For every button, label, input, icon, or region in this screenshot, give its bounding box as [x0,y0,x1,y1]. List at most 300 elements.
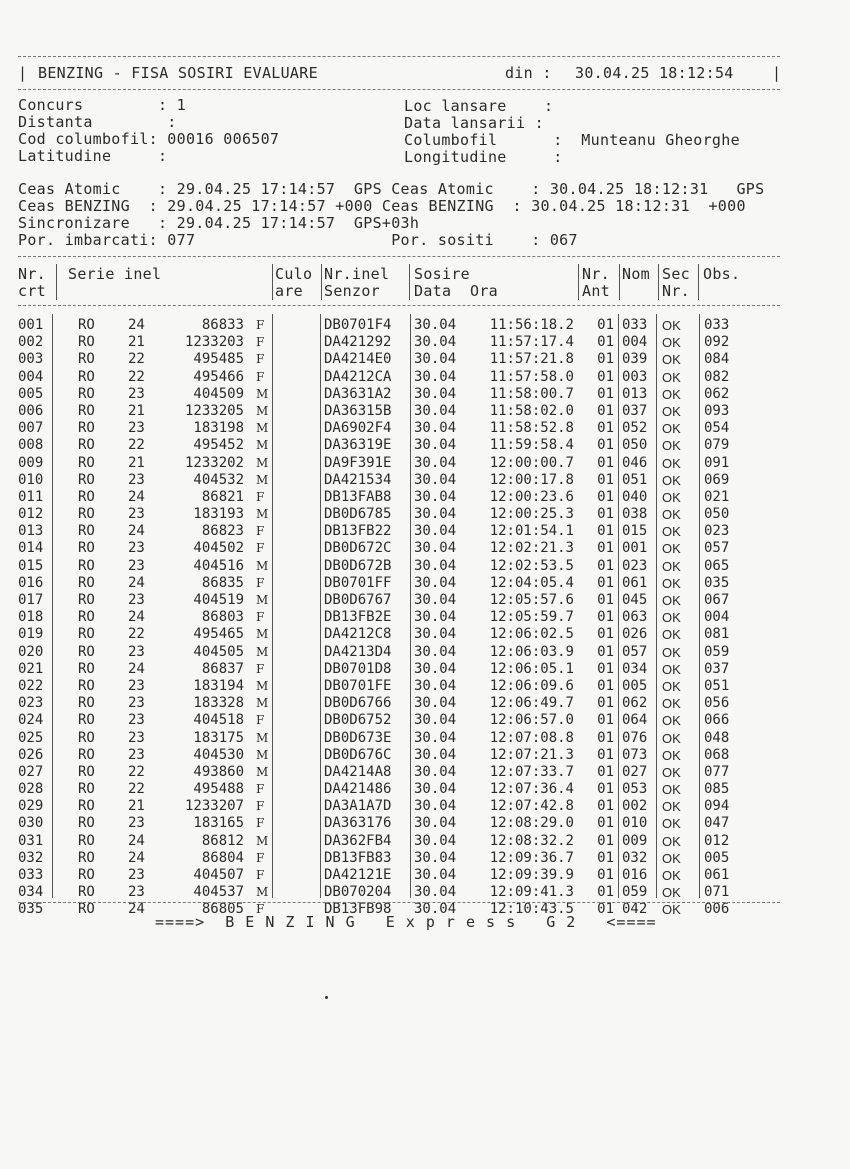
row-year: 22 [128,763,145,780]
row-sec: OK [662,369,681,385]
row-year: 23 [128,506,145,523]
table-row [18,437,788,454]
row-sex: M [256,764,269,779]
col-sosire-b: Data Ora [414,282,498,300]
row-time: 12:02:21.3 [489,540,574,557]
row-sex: M [256,885,269,900]
col-separator [321,264,322,300]
row-obs: 065 [704,557,730,574]
sheet-title: BENZING - FISA SOSIRI EVALUARE [38,64,318,82]
row-sensor: DA362FB4 [324,832,392,849]
row-obs: 050 [704,506,730,523]
row-country: RO [78,763,95,780]
row-date: 30.04 [414,660,457,677]
col-obs: Obs. [703,265,741,283]
row-time: 11:57:58.0 [489,368,574,385]
row-country: RO [78,781,95,798]
col-culoare-b: are [275,282,303,300]
row-obs: 092 [704,334,730,351]
row-sensor: DB0D672C [324,540,392,557]
row-sec: OK [662,644,681,660]
row-country: RO [78,471,95,488]
row-nr: 026 [18,746,44,763]
row-sec: OK [662,696,681,712]
loc-lansare: Loc lansare : [404,97,554,115]
row-sensor: DA4214E0 [324,351,392,368]
row-country: RO [78,420,95,437]
row-sec: OK [662,575,681,591]
table-row [18,850,788,867]
row-year: 22 [128,368,145,385]
row-obs: 093 [704,402,730,419]
row-time: 12:06:03.9 [489,643,574,660]
row-nr: 002 [18,334,44,351]
row-nom: 053 [622,781,648,798]
row-sensor: DB0D6766 [324,695,392,712]
row-obs: 035 [704,574,730,591]
row-ring: 86833 [201,317,244,333]
row-time: 12:00:17.8 [489,471,574,488]
row-obs: 021 [704,488,730,505]
row-year: 24 [128,488,145,505]
row-sex: F [256,352,265,367]
row-sex: F [256,799,265,814]
row-date: 30.04 [414,368,457,385]
row-nr: 006 [18,402,44,419]
row-sec: OK [662,386,681,402]
table-row [18,575,788,592]
row-time: 11:58:52.8 [489,420,574,437]
row-obs: 094 [704,798,730,815]
row-time: 11:58:02.0 [489,402,574,419]
row-country: RO [78,540,95,557]
row-time: 12:07:42.8 [489,798,574,815]
row-sec: OK [662,558,681,574]
row-year: 23 [128,540,145,557]
row-ring: 495488 [193,781,244,798]
row-ant: 01 [597,506,614,523]
row-obs: 006 [704,901,730,918]
row-sec: OK [662,747,681,763]
row-date: 30.04 [414,901,457,918]
row-sensor: DB0D672B [324,557,392,574]
row-sensor: DB0D6752 [324,712,392,729]
row-time: 12:09:36.7 [489,849,574,866]
row-obs: 005 [704,849,730,866]
row-date: 30.04 [414,677,457,694]
col-separator [578,264,579,300]
row-country: RO [78,643,95,660]
row-nr: 004 [18,368,44,385]
row-sec: OK [662,593,681,608]
row-nr: 033 [18,867,44,883]
row-nom: 050 [622,437,648,454]
row-ant: 01 [597,454,614,471]
row-year: 23 [128,815,145,832]
row-nom: 073 [622,746,648,763]
col-inel-a: Nr.inel [324,265,390,283]
row-sex: M [256,386,269,401]
row-obs: 079 [704,437,730,454]
row-country: RO [78,849,95,866]
row-sex: F [256,868,265,882]
row-sensor: DB0701D8 [324,660,392,677]
row-time: 12:00:23.6 [489,488,574,505]
row-ant: 01 [597,884,614,901]
row-obs: 047 [704,815,730,832]
row-ant: 01 [597,867,614,883]
row-sec: OK [662,352,681,368]
row-ant: 01 [597,660,614,677]
row-sensor: DB0D6767 [324,592,392,608]
row-country: RO [78,677,95,694]
row-sex: M [256,472,269,487]
col-serie: Serie inel [68,265,162,283]
col-nr-a: Nr. [18,265,46,283]
row-sec: OK [662,421,681,437]
table-row [18,644,788,661]
row-time: 12:04:05.4 [489,574,574,591]
table-row [18,472,788,489]
row-obs: 066 [704,712,730,729]
row-country: RO [78,592,95,608]
row-date: 30.04 [414,849,457,866]
row-obs: 056 [704,695,730,712]
row-ant: 01 [597,901,614,918]
row-nom: 016 [622,867,648,883]
table-row [18,626,788,643]
row-year: 23 [128,592,145,608]
pigeon-counts: Por. imbarcati: 077 Por. sositi : 067 [18,231,578,249]
row-sensor: DB13FB2E [324,609,392,626]
row-date: 30.04 [414,884,457,901]
row-sensor: DA4213D4 [324,643,392,660]
row-sec: OK [662,850,681,866]
row-nr: 007 [18,420,44,437]
row-year: 22 [128,351,145,368]
row-sec: OK [662,507,681,523]
row-time: 12:02:53.5 [489,557,574,574]
table-row [18,506,788,523]
table-row [18,317,788,334]
latitudine: Latitudine : [18,147,168,165]
row-time: 12:07:36.4 [489,781,574,798]
col-separator [619,264,620,300]
row-date: 30.04 [414,574,457,591]
table-row [18,678,788,695]
row-time: 12:00:25.3 [489,506,574,523]
row-country: RO [78,351,95,368]
row-ring: 495485 [193,351,244,368]
row-nr: 034 [18,884,44,901]
row-year: 21 [128,798,145,815]
row-date: 30.04 [414,351,457,368]
row-sec: OK [662,885,681,901]
row-sex: F [256,575,265,590]
row-nom: 009 [622,832,648,849]
row-year: 23 [128,712,145,729]
row-date: 30.04 [414,609,457,626]
print-date: 30.04.25 18:12:54 [575,64,734,82]
row-country: RO [78,488,95,505]
row-date: 30.04 [414,712,457,729]
row-ant: 01 [597,609,614,626]
row-nr: 030 [18,815,44,832]
row-time: 12:08:32.2 [489,832,574,849]
row-sec: OK [662,455,681,471]
row-nr: 031 [18,832,44,849]
row-nr: 015 [18,557,44,574]
row-country: RO [78,368,95,385]
row-ant: 01 [597,334,614,351]
row-sec: OK [662,730,681,746]
longitudine: Longitudine : [404,148,563,166]
row-sec: OK [662,782,681,798]
row-time: 11:58:00.7 [489,385,574,402]
row-sex: M [256,593,269,607]
row-obs: 057 [704,540,730,557]
row-obs: 071 [704,884,730,901]
row-ring: 404537 [193,884,244,901]
row-country: RO [78,746,95,763]
row-ring: 183165 [193,815,244,832]
row-nom: 026 [622,626,648,643]
row-nr: 010 [18,471,44,488]
col-ant-a: Nr. [582,265,610,283]
table-row [18,781,788,798]
row-country: RO [78,729,95,746]
col-separator [56,264,57,300]
row-ring: 495466 [193,368,244,385]
divider [18,305,780,306]
table-row [18,540,788,557]
row-sensor: DB0701FF [324,574,392,591]
row-date: 30.04 [414,540,457,557]
row-ring: 404505 [193,643,244,660]
row-obs: 037 [704,660,730,677]
row-sex: M [256,455,269,470]
row-year: 24 [128,660,145,677]
row-ant: 01 [597,523,614,540]
concurs: Concurs : 1 [18,96,186,114]
col-sec-b: Nr. [662,282,690,300]
row-ring: 1233207 [184,798,244,815]
row-country: RO [78,832,95,849]
row-ring: 183198 [193,420,244,437]
row-obs: 085 [704,781,730,798]
row-ring: 86837 [201,660,244,677]
row-sensor: DA421486 [324,781,392,798]
row-nom: 034 [622,660,648,677]
row-date: 30.04 [414,471,457,488]
row-time: 12:06:05.1 [489,660,574,677]
row-ring: 1233202 [184,454,244,471]
table-row [18,712,788,729]
row-sensor: DB0701F4 [324,317,392,333]
row-ring: 495465 [193,626,244,643]
row-time: 11:59:58.4 [489,437,574,454]
row-obs: 077 [704,763,730,780]
row-sec: OK [662,610,681,626]
row-nom: 064 [622,712,648,729]
row-date: 30.04 [414,385,457,402]
row-sec: OK [662,902,681,918]
row-year: 23 [128,884,145,901]
row-nom: 023 [622,557,648,574]
divider [18,89,780,90]
row-nr: 024 [18,712,44,729]
row-nr: 032 [18,849,44,866]
header-pipe-left: | [18,64,28,82]
row-sensor: DA6902F4 [324,420,392,437]
row-country: RO [78,609,95,626]
row-time: 12:06:57.0 [489,712,574,729]
row-ant: 01 [597,798,614,815]
row-nr: 021 [18,660,44,677]
row-sensor: DA4212C8 [324,626,392,643]
row-year: 23 [128,557,145,574]
row-date: 30.04 [414,626,457,643]
row-sensor: DB0D6785 [324,506,392,523]
row-ant: 01 [597,420,614,437]
row-date: 30.04 [414,763,457,780]
row-nr: 003 [18,351,44,368]
row-sex: M [256,507,269,522]
row-year: 23 [128,729,145,746]
row-nr: 012 [18,506,44,523]
row-obs: 069 [704,471,730,488]
row-ant: 01 [597,402,614,419]
col-separator [409,264,410,300]
row-sex: F [256,782,265,797]
row-sex: F [256,318,265,332]
row-country: RO [78,867,95,883]
row-country: RO [78,317,95,333]
row-ring: 86812 [201,832,244,849]
row-nr: 011 [18,488,44,505]
row-date: 30.04 [414,729,457,746]
row-country: RO [78,506,95,523]
table-row [18,695,788,712]
row-ring: 404516 [193,557,244,574]
row-nr: 009 [18,454,44,471]
row-country: RO [78,523,95,540]
row-ring: 404519 [193,592,244,608]
row-sensor: DB13FAB8 [324,488,392,505]
row-year: 24 [128,832,145,849]
row-sex: M [256,438,269,453]
row-obs: 004 [704,609,730,626]
row-sec: OK [662,678,681,694]
row-nom: 003 [622,368,648,385]
row-sensor: DA421534 [324,471,392,488]
col-inel-b: Senzor [324,282,380,300]
table-row [18,815,788,832]
row-obs: 082 [704,368,730,385]
row-nr: 035 [18,901,44,918]
row-sex: F [256,610,265,625]
data-lansarii: Data lansarii : [404,114,544,132]
row-sec: OK [662,489,681,505]
col-nr-b: crt [18,282,46,300]
row-ant: 01 [597,763,614,780]
row-country: RO [78,901,95,918]
row-obs: 048 [704,729,730,746]
row-date: 30.04 [414,867,457,883]
row-nom: 013 [622,385,648,402]
row-nom: 015 [622,523,648,540]
row-sex: F [256,816,265,831]
row-ant: 01 [597,368,614,385]
row-ant: 01 [597,815,614,832]
row-sec: OK [662,764,681,780]
row-sex: F [256,713,265,728]
row-nom: 002 [622,798,648,815]
row-country: RO [78,626,95,643]
row-date: 30.04 [414,798,457,815]
row-time: 11:57:21.8 [489,351,574,368]
row-nom: 039 [622,351,648,368]
divider [18,902,780,903]
row-date: 30.04 [414,317,457,333]
row-sensor: DA36319E [324,437,392,454]
row-nom: 052 [622,420,648,437]
row-sensor: DA363176 [324,815,392,832]
row-ring: 86821 [201,488,244,505]
row-country: RO [78,454,95,471]
row-sex: M [256,627,269,642]
row-sensor: DB0D676C [324,746,392,763]
row-sex: F [256,902,265,917]
row-nr: 020 [18,643,44,660]
row-sex: M [256,833,269,848]
row-ring: 404530 [193,746,244,763]
row-sensor: DB13FB22 [324,523,392,540]
col-ant-b: Ant [582,282,610,300]
row-obs: 033 [704,317,730,333]
row-year: 24 [128,317,145,333]
table-row [18,369,788,386]
row-sex: M [256,747,269,762]
row-obs: 084 [704,351,730,368]
table-row [18,420,788,437]
row-nr: 008 [18,437,44,454]
col-separator [698,264,699,300]
row-sex: F [256,369,265,384]
row-sensor: DB070204 [324,884,392,901]
row-sec: OK [662,318,681,333]
row-sec: OK [662,868,681,883]
row-sensor: DB13FB83 [324,849,392,866]
col-sosire-a: Sosire [414,265,470,283]
row-sensor: DB0701FE [324,677,392,694]
row-sex: M [256,558,269,573]
row-time: 12:06:49.7 [489,695,574,712]
row-year: 24 [128,523,145,540]
row-date: 30.04 [414,781,457,798]
row-year: 23 [128,385,145,402]
row-ant: 01 [597,574,614,591]
row-date: 30.04 [414,832,457,849]
row-sex: M [256,696,269,711]
row-obs: 062 [704,385,730,402]
row-nom: 061 [622,574,648,591]
row-date: 30.04 [414,402,457,419]
row-nr: 028 [18,781,44,798]
benzing-clock-line: Ceas BENZING : 29.04.25 17:14:57 +000 Ceas BENZING : 30.04.25 18:12:31 +000 [18,197,746,215]
row-ant: 01 [597,849,614,866]
row-sensor: DA42121E [324,867,392,883]
